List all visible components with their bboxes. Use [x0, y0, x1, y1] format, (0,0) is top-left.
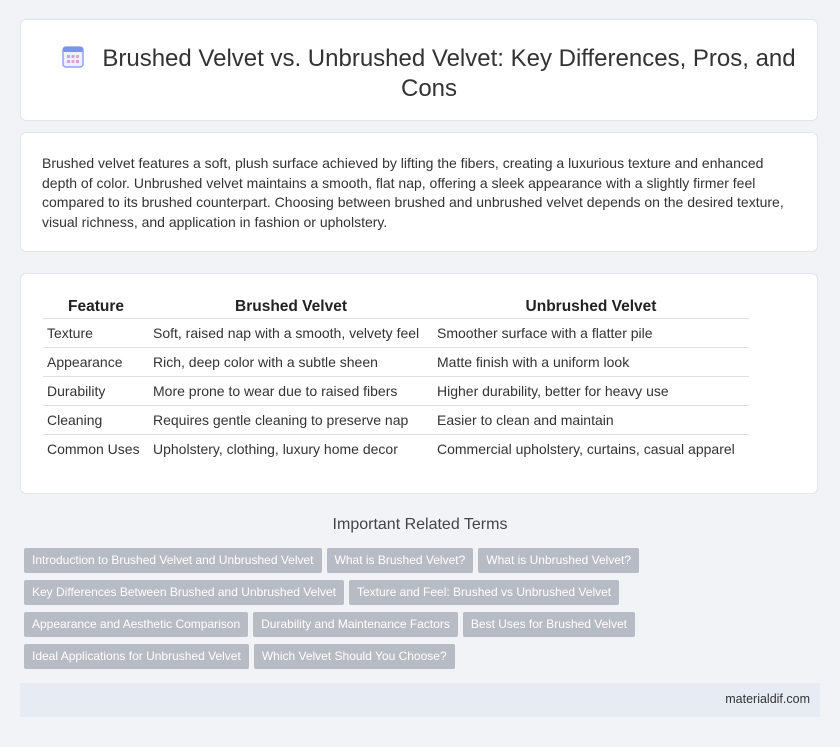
table-cell: Smoother surface with a flatter pile — [433, 319, 749, 348]
footer-site-link[interactable]: materialdif.com — [725, 692, 810, 706]
table-cell: Commercial upholstery, curtains, casual apparel — [433, 435, 749, 464]
table-cell: Matte finish with a uniform look — [433, 348, 749, 377]
related-term-tag[interactable]: Key Differences Between Brushed and Unbrushed Velvet — [24, 580, 344, 605]
table-row — [43, 377, 749, 406]
table-cell: Higher durability, better for heavy use — [433, 377, 749, 406]
related-term-tag[interactable]: Which Velvet Should You Choose? — [254, 644, 455, 669]
table-cell: Durability — [43, 377, 149, 406]
page-title-text: Brushed Velvet vs. Unbrushed Velvet: Key Differences, Pros, and Cons — [102, 45, 796, 102]
table-row — [43, 435, 749, 464]
related-term-tag[interactable]: Ideal Applications for Unbrushed Velvet — [24, 644, 249, 669]
table-cell: Common Uses — [43, 435, 149, 464]
table-cell: More prone to wear due to raised fibers — [149, 377, 433, 406]
table-row — [43, 319, 749, 348]
column-header: Brushed Velvet — [235, 298, 347, 315]
table-cell: Cleaning — [43, 406, 149, 435]
table-cell: Rich, deep color with a subtle sheen — [149, 348, 433, 377]
related-term-tag[interactable]: Appearance and Aesthetic Comparison — [24, 612, 248, 637]
related-term-tag[interactable]: What is Brushed Velvet? — [327, 548, 474, 573]
table-cell: Soft, raised nap with a smooth, velvety feel — [149, 319, 433, 348]
intro-paragraph: Brushed velvet features a soft, plush surface achieved by lifting the fibers, creating a luxurious texture and enhanced depth of color. Unbrushed velvet maintains a smooth, flat nap, offering a sleek appearance with a slightly firmer feel compared to its brushed counterpart. Choosing between brushed and unbrushed velvet depends on the desired texture, visual richness, and application in fashion or upholstery. — [42, 155, 784, 230]
related-term-tag[interactable]: What is Unbrushed Velvet? — [478, 548, 639, 573]
table-cell: Upholstery, clothing, luxury home decor — [149, 435, 433, 464]
table-cell: Requires gentle cleaning to preserve nap — [149, 406, 433, 435]
table-cell: Easier to clean and maintain — [433, 406, 749, 435]
related-terms-list — [24, 548, 644, 676]
related-term-tag[interactable]: Introduction to Brushed Velvet and Unbrushed Velvet — [24, 548, 322, 573]
comparison-card — [20, 273, 818, 494]
title-card — [20, 19, 818, 121]
related-term-tag[interactable]: Texture and Feel: Brushed vs Unbrushed Velvet — [349, 580, 619, 605]
table-row — [43, 348, 749, 377]
table-cell: Appearance — [43, 348, 149, 377]
related-term-tag[interactable]: Durability and Maintenance Factors — [253, 612, 458, 637]
page-title — [61, 44, 797, 104]
intro-card — [20, 132, 818, 252]
related-terms-title: Important Related Terms — [332, 516, 508, 533]
table-header-row — [43, 296, 749, 319]
calendar-grid-icon — [62, 44, 84, 68]
related-term-tag[interactable]: Best Uses for Brushed Velvet — [463, 612, 635, 637]
column-header: Feature — [68, 298, 124, 315]
table-cell: Texture — [43, 319, 149, 348]
comparison-table — [43, 296, 749, 463]
column-header: Unbrushed Velvet — [525, 298, 657, 315]
table-row — [43, 406, 749, 435]
footer — [20, 683, 820, 717]
